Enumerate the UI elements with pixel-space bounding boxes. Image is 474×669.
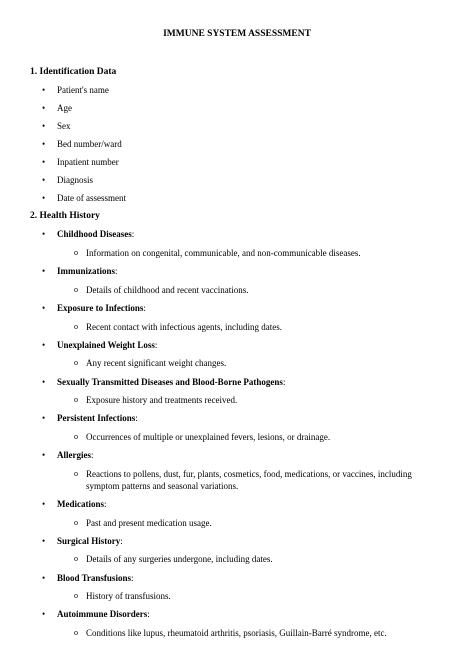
list-item-text: Bed number/ward bbox=[57, 139, 122, 149]
sub-item-text: Information on congenital, communicable, and non-communicable diseases. bbox=[86, 248, 361, 258]
bullet-icon: • bbox=[42, 609, 46, 619]
item-label: Unexplained Weight Loss bbox=[57, 340, 155, 350]
sub-item-text: Reactions to pollens, dust, fur, plants, cosmetics, food, medications, or vaccines, including symptom patterns and seasonal variations. bbox=[86, 469, 412, 491]
circle-bullet-icon: o bbox=[74, 322, 78, 331]
bullet-icon: • bbox=[42, 193, 46, 203]
bullet-icon: • bbox=[42, 139, 46, 149]
sub-item-text: Past and present medication usage. bbox=[86, 518, 212, 528]
list-item-text: Inpatient number bbox=[57, 157, 119, 167]
item-label: Persistent Infections bbox=[57, 413, 136, 423]
label-separator: : bbox=[131, 229, 135, 239]
item-label: Blood Transfusions bbox=[57, 573, 131, 583]
label-separator: : bbox=[91, 450, 94, 460]
item-label: Immunizations bbox=[57, 266, 116, 276]
section-heading-identification: 1. Identification Data bbox=[30, 67, 117, 77]
bullet-icon: • bbox=[42, 303, 46, 313]
sub-item-text: Details of childhood and recent vaccinations. bbox=[86, 285, 249, 295]
circle-bullet-icon: o bbox=[74, 432, 78, 441]
sub-item-text: Recent contact with infectious agents, including dates. bbox=[86, 322, 282, 332]
label-separator: : bbox=[120, 536, 123, 546]
sub-item-text: Occurrences of multiple or unexplained fevers, lesions, or drainage. bbox=[86, 432, 331, 442]
circle-bullet-icon: o bbox=[74, 285, 78, 294]
label-separator: : bbox=[147, 609, 150, 619]
bullet-icon: • bbox=[42, 103, 46, 113]
item-label: Medications bbox=[57, 499, 104, 509]
label-separator: : bbox=[104, 499, 107, 509]
bullet-icon: • bbox=[42, 340, 46, 350]
item-label: Exposure to Infections bbox=[57, 303, 144, 313]
document-title: IMMUNE SYSTEM ASSESSMENT bbox=[163, 29, 311, 39]
circle-bullet-icon: o bbox=[74, 469, 78, 478]
bullet-icon: • bbox=[42, 536, 46, 546]
label-separator: : bbox=[282, 377, 286, 387]
circle-bullet-icon: o bbox=[74, 518, 78, 527]
bullet-icon: • bbox=[42, 121, 46, 131]
list-item-text: Date of assessment bbox=[57, 193, 126, 203]
label-separator: : bbox=[143, 303, 146, 313]
circle-bullet-icon: o bbox=[74, 358, 78, 367]
list-item-text: Patient's name bbox=[57, 85, 109, 95]
circle-bullet-icon: o bbox=[74, 554, 78, 563]
item-label: Surgical History bbox=[57, 536, 121, 546]
label-separator: : bbox=[130, 573, 134, 583]
bullet-icon: • bbox=[42, 157, 46, 167]
label-separator: : bbox=[115, 266, 118, 276]
circle-bullet-icon: o bbox=[74, 591, 78, 600]
list-item-text: Diagnosis bbox=[57, 175, 93, 185]
label-separator: : bbox=[135, 413, 138, 423]
item-label: Sexually Transmitted Diseases and Blood-Borne Pathogens bbox=[57, 377, 283, 387]
sub-item-text: Details of any surgeries undergone, including dates. bbox=[86, 554, 273, 564]
bullet-icon: • bbox=[42, 85, 46, 95]
list-item-text: Age bbox=[57, 103, 72, 113]
item-label: Autoimmune Disorders bbox=[57, 609, 148, 619]
item-label: Childhood Diseases bbox=[57, 229, 132, 239]
bullet-icon: • bbox=[42, 450, 46, 460]
bullet-icon: • bbox=[42, 229, 46, 239]
bullet-icon: • bbox=[42, 573, 46, 583]
circle-bullet-icon: o bbox=[74, 628, 78, 637]
item-label: Allergies bbox=[57, 450, 91, 460]
sub-item-text: Any recent significant weight changes. bbox=[86, 358, 227, 368]
bullet-icon: • bbox=[42, 266, 46, 276]
circle-bullet-icon: o bbox=[74, 248, 78, 257]
bullet-icon: • bbox=[42, 377, 46, 387]
label-separator: : bbox=[154, 340, 158, 350]
bullet-icon: • bbox=[42, 413, 46, 423]
bullet-icon: • bbox=[42, 175, 46, 185]
bullet-icon: • bbox=[42, 499, 46, 509]
circle-bullet-icon: o bbox=[74, 395, 78, 404]
sub-item-text: Exposure history and treatments received. bbox=[86, 395, 238, 405]
sub-item-text: Conditions like lupus, rheumatoid arthritis, psoriasis, Guillain-Barré syndrome, etc. bbox=[86, 628, 387, 638]
sub-item-text: History of transfusions. bbox=[86, 591, 171, 601]
section-heading-health-history: 2. Health History bbox=[30, 211, 100, 221]
list-item-text: Sex bbox=[57, 121, 71, 131]
